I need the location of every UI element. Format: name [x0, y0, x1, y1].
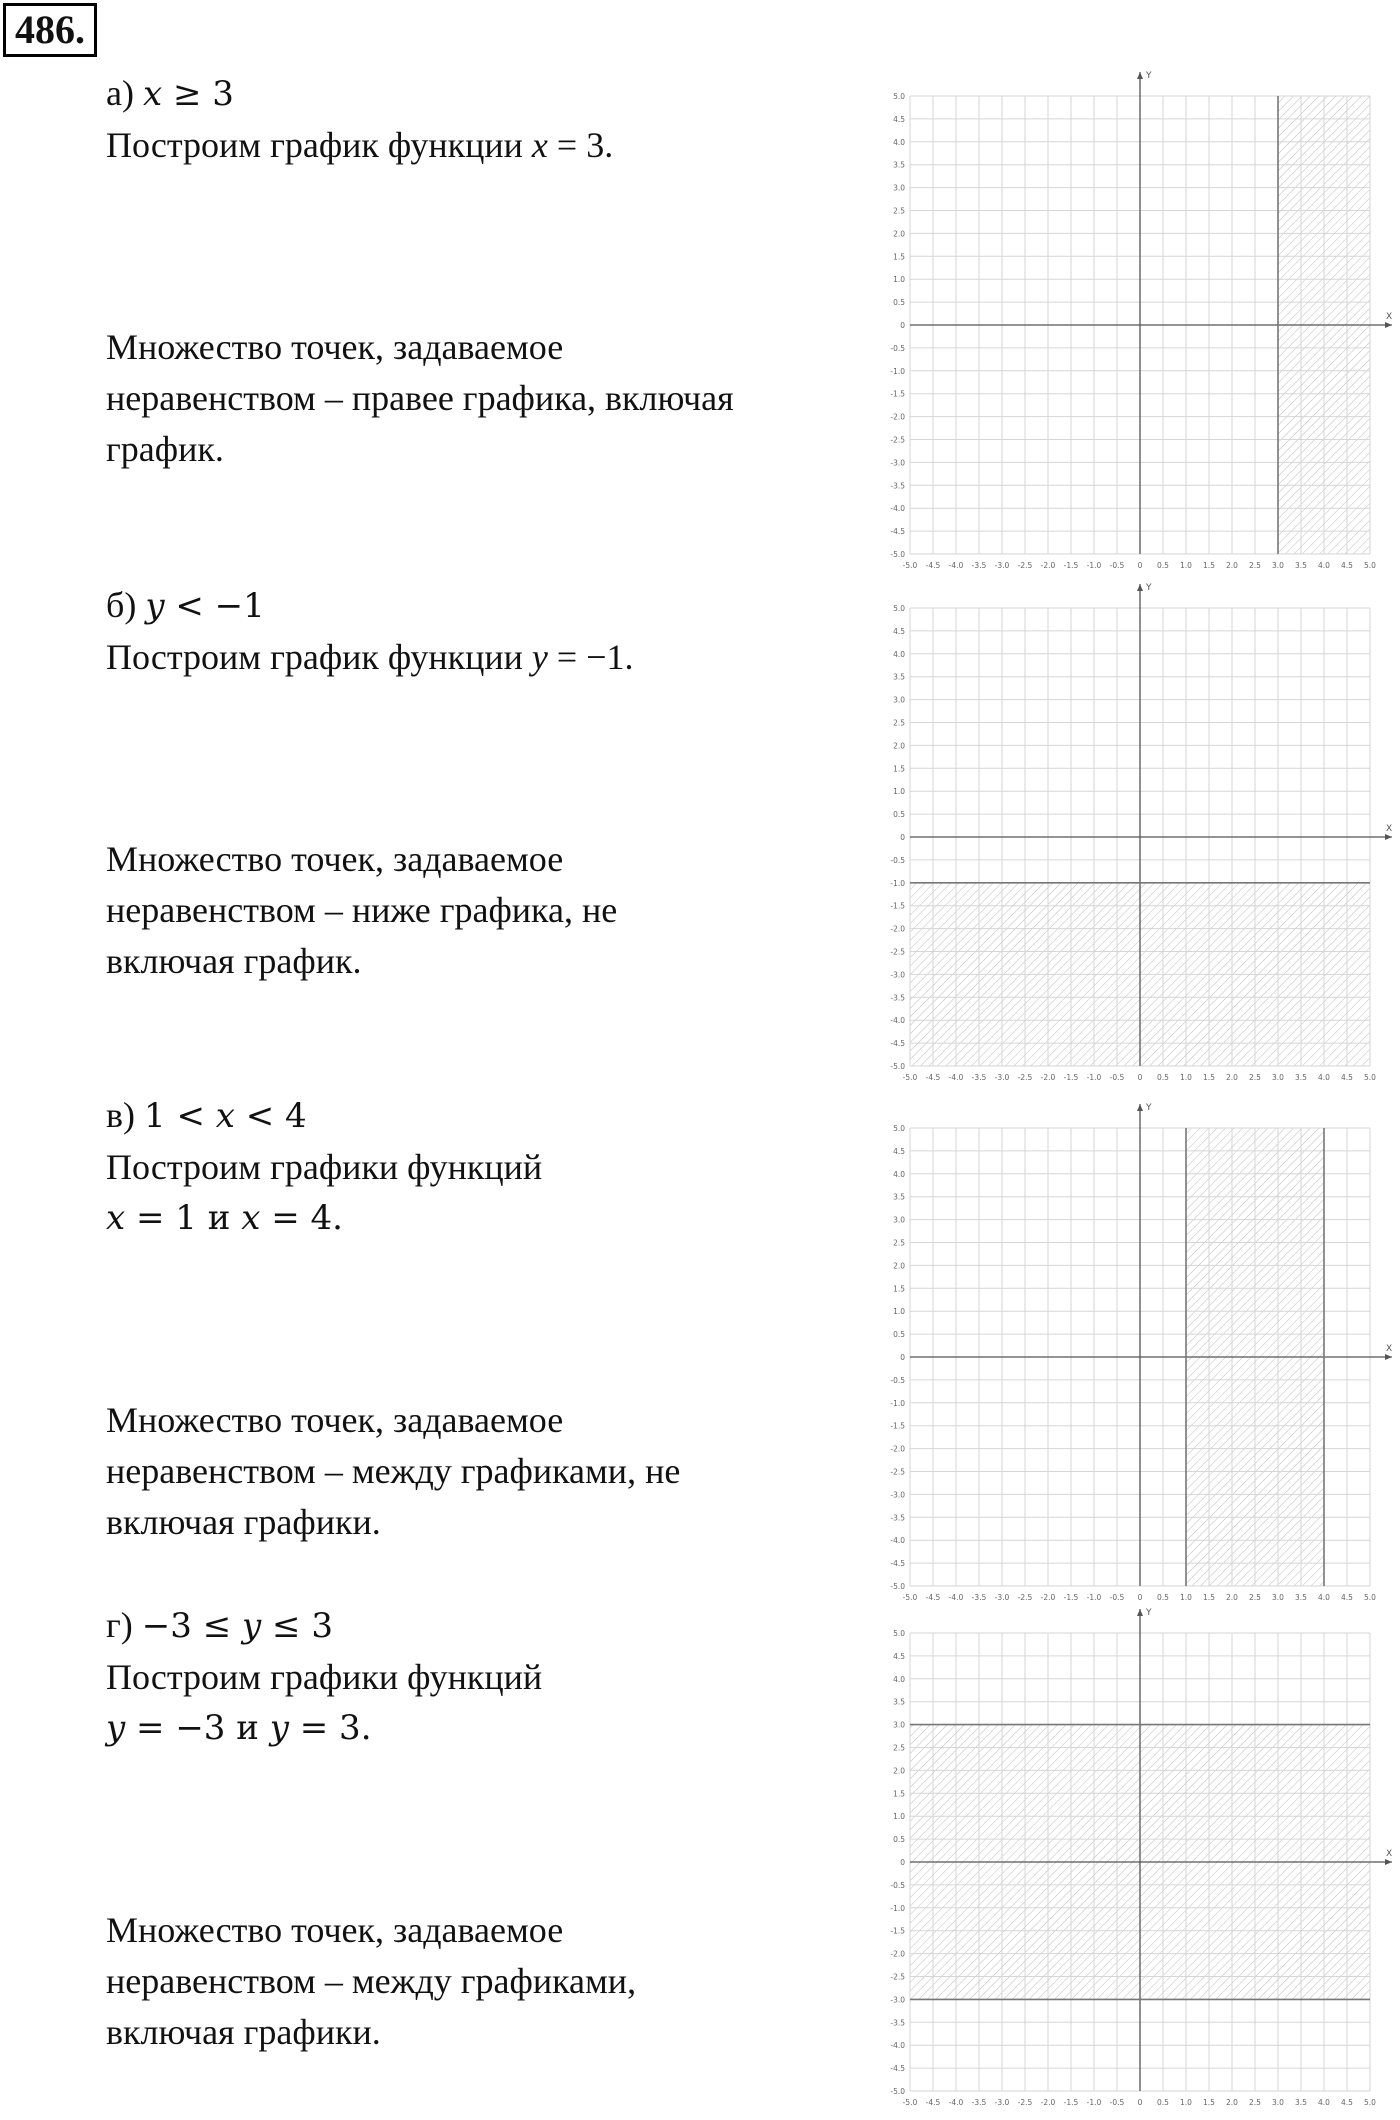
x-tick-label: -2.0 — [1040, 1073, 1056, 1082]
y-tick-label: -4.5 — [890, 1559, 905, 1569]
y-axis-label: Y — [1146, 71, 1152, 81]
problem-number: 486. — [3, 3, 97, 57]
y-tick-label: -3.5 — [890, 993, 905, 1003]
y-tick-label: -3.5 — [890, 481, 905, 491]
y-tick-label: -3.0 — [890, 1995, 905, 2005]
x-tick-label: 3.0 — [1272, 2098, 1284, 2107]
x-tick-label: 4.5 — [1341, 561, 1353, 570]
y-axis-label: Y — [1146, 1103, 1152, 1113]
y-tick-label: -4.5 — [890, 1039, 905, 1049]
x-tick-label: 2.0 — [1226, 1593, 1238, 1602]
x-tick-label: -0.5 — [1109, 2098, 1125, 2107]
x-tick-label: -2.0 — [1040, 1593, 1056, 1602]
y-tick-label: -1.5 — [890, 1926, 905, 1936]
x-tick-label: 0 — [1137, 561, 1143, 570]
y-tick-label: 0 — [900, 1858, 905, 1867]
x-tick-label: 3.5 — [1295, 1073, 1307, 1082]
x-tick-label: -3.5 — [971, 561, 987, 570]
y-tick-label: -0.5 — [890, 1880, 905, 1890]
chart-c — [880, 1100, 1400, 1610]
coordinate-plane — [880, 68, 1400, 578]
y-tick-label: 3.0 — [893, 1720, 905, 1730]
description-line: включая графики. — [106, 2012, 381, 2052]
part-label: г) — [106, 1605, 142, 1645]
coordinate-plane — [880, 580, 1400, 1090]
x-axis-label: X — [1386, 1849, 1393, 1859]
description-line: неравенством – правее графика, включая — [106, 378, 734, 418]
x-tick-label: 5.0 — [1364, 2098, 1376, 2107]
y-axis-arrow — [1137, 1609, 1143, 1616]
y-tick-label: 2.0 — [893, 1261, 905, 1271]
description-a — [106, 322, 866, 475]
y-tick-label: -1.0 — [890, 878, 905, 888]
description-line: Множество точек, задаваемое — [106, 839, 564, 879]
x-tick-label: -0.5 — [1109, 561, 1125, 570]
x-tick-label: 2.5 — [1249, 561, 1261, 570]
plot-line — [106, 120, 846, 171]
x-tick-label: 5.0 — [1364, 1073, 1376, 1082]
x-tick-label: 4.0 — [1318, 1073, 1330, 1082]
x-tick-label: -2.0 — [1040, 2098, 1056, 2107]
x-tick-label: -1.5 — [1063, 2098, 1079, 2107]
x-tick-label: -4.5 — [925, 1073, 941, 1082]
description-d — [106, 1905, 866, 2058]
math-variable: y — [145, 586, 165, 626]
y-tick-label: 2.0 — [893, 741, 905, 751]
x-tick-label: -1.0 — [1086, 1593, 1102, 1602]
x-tick-label: -0.5 — [1109, 1073, 1125, 1082]
part-label: а) — [106, 73, 143, 113]
formula-text: ≤ 3 — [261, 1606, 333, 1646]
formula-text: = −3 — [125, 1708, 226, 1748]
inequality-c — [106, 1090, 846, 1142]
x-axis-label: X — [1386, 312, 1393, 322]
x-axis-arrow — [1385, 322, 1392, 328]
x-tick-label: 0 — [1137, 2098, 1143, 2107]
inequality-b — [106, 580, 846, 632]
x-tick-label: -3.0 — [994, 1593, 1010, 1602]
x-axis-arrow — [1385, 1859, 1392, 1865]
plot-line — [106, 1193, 846, 1244]
x-tick-label: 1.0 — [1180, 2098, 1192, 2107]
math-variable: y — [242, 1606, 262, 1646]
plot-line — [106, 1703, 846, 1754]
description-line: включая график. — [106, 941, 362, 981]
y-tick-label: -4.0 — [890, 1016, 905, 1026]
formula-text: = 4 — [260, 1198, 333, 1238]
y-tick-label: -3.0 — [890, 458, 905, 468]
y-tick-label: 4.5 — [893, 1146, 905, 1156]
x-tick-label: 3.0 — [1272, 1073, 1284, 1082]
x-tick-label: -2.5 — [1017, 1073, 1033, 1082]
y-axis-arrow — [1137, 584, 1143, 591]
x-tick-label: 2.0 — [1226, 561, 1238, 570]
plot-line — [106, 632, 846, 683]
x-tick-label: 3.5 — [1295, 1593, 1307, 1602]
x-tick-label: -1.5 — [1063, 561, 1079, 570]
y-tick-label: 1.0 — [893, 787, 905, 797]
description-line: Множество точек, задаваемое — [106, 327, 564, 367]
y-axis-arrow — [1137, 1104, 1143, 1111]
y-tick-label: -1.5 — [890, 389, 905, 399]
y-tick-label: 0 — [900, 833, 905, 842]
description-line: неравенством – ниже графика, не — [106, 890, 618, 930]
x-axis-arrow — [1385, 1354, 1392, 1360]
x-tick-label: -2.5 — [1017, 561, 1033, 570]
x-tick-label: 2.0 — [1226, 2098, 1238, 2107]
y-tick-label: -3.0 — [890, 970, 905, 980]
description-line: неравенством – между графиками, — [106, 1961, 637, 2001]
y-tick-label: 1.0 — [893, 275, 905, 285]
x-tick-label: -3.0 — [994, 1073, 1010, 1082]
formula-text: = 3 — [547, 125, 605, 165]
y-tick-label: -2.0 — [890, 924, 905, 934]
y-tick-label: 2.5 — [893, 1238, 905, 1248]
y-tick-label: -0.5 — [890, 855, 905, 865]
x-tick-label: 1.0 — [1180, 561, 1192, 570]
description-b — [106, 834, 866, 987]
y-tick-label: 0 — [900, 321, 905, 330]
x-tick-label: 3.5 — [1295, 2098, 1307, 2107]
plot-line — [106, 1652, 846, 1703]
x-tick-label: 1.5 — [1203, 1073, 1215, 1082]
x-tick-label: 0.5 — [1157, 561, 1169, 570]
x-tick-label: -2.5 — [1017, 2098, 1033, 2107]
y-tick-label: -5.0 — [890, 1062, 905, 1071]
y-tick-label: -4.0 — [890, 2041, 905, 2051]
x-tick-label: 2.5 — [1249, 1593, 1261, 1602]
y-tick-label: -3.0 — [890, 1490, 905, 1500]
y-tick-label: 5.0 — [893, 604, 905, 613]
x-tick-label: -4.5 — [925, 1593, 941, 1602]
y-tick-label: 3.5 — [893, 1697, 905, 1707]
x-tick-label: 4.0 — [1318, 1593, 1330, 1602]
math-variable: y — [269, 1708, 289, 1748]
x-tick-label: -4.0 — [948, 561, 964, 570]
x-tick-label: 1.5 — [1203, 2098, 1215, 2107]
y-tick-label: -0.5 — [890, 343, 905, 353]
math-variable: y — [106, 1708, 126, 1748]
x-tick-label: -1.0 — [1086, 561, 1102, 570]
y-axis-label: Y — [1146, 1608, 1152, 1618]
y-tick-label: -5.0 — [890, 1582, 905, 1591]
x-tick-label: 5.0 — [1364, 1593, 1376, 1602]
chart-a — [880, 68, 1400, 578]
x-tick-label: -3.5 — [971, 2098, 987, 2107]
x-tick-label: 1.5 — [1203, 1593, 1215, 1602]
x-tick-label: 4.5 — [1341, 2098, 1353, 2107]
y-tick-label: -4.0 — [890, 504, 905, 514]
chart-d — [880, 1605, 1400, 2115]
coordinate-plane — [880, 1100, 1400, 1610]
part-b — [106, 580, 846, 683]
y-tick-label: -1.5 — [890, 1421, 905, 1431]
formula-text: . — [332, 1198, 343, 1238]
y-tick-label: 3.0 — [893, 695, 905, 705]
y-tick-label: 0.5 — [893, 1835, 905, 1845]
x-tick-label: 0.5 — [1157, 1593, 1169, 1602]
x-tick-label: 4.0 — [1318, 2098, 1330, 2107]
formula-text: и — [196, 1198, 242, 1238]
description-line: включая графики. — [106, 1502, 381, 1542]
x-tick-label: -0.5 — [1109, 1593, 1125, 1602]
y-tick-label: -0.5 — [890, 1375, 905, 1385]
x-tick-label: -5.0 — [902, 2098, 918, 2107]
y-tick-label: -5.0 — [890, 550, 905, 559]
math-variable: y — [531, 637, 548, 677]
formula-text: < −1 — [164, 586, 265, 626]
formula-text: = 3 — [288, 1708, 361, 1748]
x-tick-label: -3.0 — [994, 2098, 1010, 2107]
y-tick-label: -2.0 — [890, 1949, 905, 1959]
x-tick-label: -3.0 — [994, 561, 1010, 570]
y-tick-label: 3.0 — [893, 1215, 905, 1225]
part-d — [106, 1600, 846, 1754]
x-tick-label: -4.0 — [948, 1073, 964, 1082]
x-tick-label: -4.5 — [925, 2098, 941, 2107]
y-tick-label: 5.0 — [893, 1124, 905, 1133]
x-tick-label: 2.5 — [1249, 2098, 1261, 2107]
y-tick-label: 1.5 — [893, 764, 905, 774]
math-variable: x — [241, 1198, 261, 1238]
formula-text: . — [360, 1708, 372, 1748]
y-tick-label: 3.5 — [893, 672, 905, 682]
x-tick-label: -1.5 — [1063, 1073, 1079, 1082]
y-tick-label: -2.0 — [890, 1444, 905, 1454]
description-line: Множество точек, задаваемое — [106, 1400, 564, 1440]
y-tick-label: 0.5 — [893, 1330, 905, 1340]
y-axis-arrow — [1137, 72, 1143, 79]
y-tick-label: -2.5 — [890, 947, 905, 957]
formula-text: < 4 — [234, 1096, 307, 1136]
formula-text: Построим график функции — [106, 125, 532, 165]
y-tick-label: -1.5 — [890, 901, 905, 911]
y-tick-label: 2.5 — [893, 206, 905, 216]
x-tick-label: 1.5 — [1203, 561, 1215, 570]
y-tick-label: -1.0 — [890, 366, 905, 376]
y-tick-label: 4.0 — [893, 137, 905, 147]
formula-text: и — [225, 1708, 270, 1748]
y-tick-label: 4.0 — [893, 1674, 905, 1684]
y-tick-label: -3.5 — [890, 1513, 905, 1523]
y-tick-label: -1.0 — [890, 1398, 905, 1408]
y-tick-label: 1.5 — [893, 252, 905, 262]
y-tick-label: 1.5 — [893, 1284, 905, 1294]
plot-text-c — [106, 1142, 846, 1244]
y-tick-label: 0.5 — [893, 298, 905, 308]
x-tick-label: 3.0 — [1272, 1593, 1284, 1602]
formula-text: Построим графики функций — [106, 1147, 543, 1187]
x-tick-label: -5.0 — [902, 1073, 918, 1082]
x-tick-label: 4.0 — [1318, 561, 1330, 570]
formula-text: . — [624, 637, 634, 677]
formula-text: . — [604, 125, 614, 165]
x-tick-label: -2.5 — [1017, 1593, 1033, 1602]
x-tick-label: 1.0 — [1180, 1593, 1192, 1602]
x-tick-label: 5.0 — [1364, 561, 1376, 570]
y-tick-label: 4.5 — [893, 1651, 905, 1661]
y-tick-label: -2.5 — [890, 1972, 905, 1982]
x-tick-label: -4.0 — [948, 2098, 964, 2107]
y-tick-label: -3.5 — [890, 2018, 905, 2028]
description-line: неравенством – между графиками, не — [106, 1451, 681, 1491]
formula-text: = 1 — [125, 1198, 197, 1238]
description-line: Множество точек, задаваемое — [106, 1910, 564, 1950]
y-tick-label: 5.0 — [893, 1629, 905, 1638]
y-tick-label: 1.0 — [893, 1812, 905, 1822]
formula-text: −3 ≤ — [141, 1606, 242, 1646]
y-tick-label: 0.5 — [893, 810, 905, 820]
x-axis-label: X — [1386, 824, 1393, 834]
plot-text-d — [106, 1652, 846, 1754]
y-tick-label: -2.0 — [890, 412, 905, 422]
formula-text: 1 < — [144, 1096, 216, 1136]
x-tick-label: -2.0 — [1040, 561, 1056, 570]
y-tick-label: 4.0 — [893, 1169, 905, 1179]
part-label: в) — [106, 1095, 144, 1135]
part-a — [106, 68, 846, 171]
x-tick-label: 2.5 — [1249, 1073, 1261, 1082]
x-tick-label: 4.5 — [1341, 1073, 1353, 1082]
math-variable: x — [142, 74, 163, 114]
plot-text-a — [106, 120, 846, 171]
x-tick-label: -4.5 — [925, 561, 941, 570]
x-tick-label: -5.0 — [902, 1593, 918, 1602]
x-tick-label: 0 — [1137, 1073, 1143, 1082]
x-tick-label: 0.5 — [1157, 2098, 1169, 2107]
y-tick-label: 4.5 — [893, 626, 905, 636]
description-line: график. — [106, 429, 224, 469]
x-tick-label: -1.5 — [1063, 1593, 1079, 1602]
y-tick-label: 3.5 — [893, 1192, 905, 1202]
x-axis-arrow — [1385, 834, 1392, 840]
x-tick-label: 3.0 — [1272, 561, 1284, 570]
math-variable: x — [215, 1096, 235, 1136]
x-tick-label: -4.0 — [948, 1593, 964, 1602]
x-tick-label: -3.5 — [971, 1073, 987, 1082]
math-variable: x — [106, 1198, 126, 1238]
x-tick-label: -5.0 — [902, 561, 918, 570]
y-tick-label: 1.0 — [893, 1307, 905, 1317]
formula-text: ≥ 3 — [162, 74, 234, 114]
y-tick-label: 2.5 — [893, 718, 905, 728]
y-tick-label: 2.0 — [893, 1766, 905, 1776]
y-tick-label: -4.5 — [890, 2064, 905, 2074]
part-label: б) — [106, 585, 146, 625]
inequality-d — [106, 1600, 846, 1652]
y-tick-label: -4.5 — [890, 527, 905, 537]
x-tick-label: 1.0 — [1180, 1073, 1192, 1082]
x-tick-label: -1.0 — [1086, 1073, 1102, 1082]
x-tick-label: -3.5 — [971, 1593, 987, 1602]
y-tick-label: 2.5 — [893, 1743, 905, 1753]
coordinate-plane — [880, 1605, 1400, 2115]
y-tick-label: 4.5 — [893, 114, 905, 124]
y-tick-label: 4.0 — [893, 649, 905, 659]
x-tick-label: 2.0 — [1226, 1073, 1238, 1082]
y-axis-label: Y — [1146, 583, 1152, 593]
formula-text: Построим графики функций — [106, 1657, 543, 1697]
x-tick-label: 0 — [1137, 1593, 1143, 1602]
y-tick-label: 3.0 — [893, 183, 905, 193]
formula-text: = −1 — [547, 637, 625, 677]
x-tick-label: 0.5 — [1157, 1073, 1169, 1082]
plot-line — [106, 1142, 846, 1193]
y-tick-label: -1.0 — [890, 1903, 905, 1913]
plot-text-b — [106, 632, 846, 683]
chart-b — [880, 580, 1400, 1090]
y-tick-label: -5.0 — [890, 2087, 905, 2096]
x-tick-label: 3.5 — [1295, 561, 1307, 570]
y-tick-label: 5.0 — [893, 92, 905, 101]
part-c — [106, 1090, 846, 1244]
x-tick-label: 4.5 — [1341, 1593, 1353, 1602]
x-axis-label: X — [1386, 1344, 1393, 1354]
y-tick-label: 2.0 — [893, 229, 905, 239]
math-variable: x — [531, 125, 548, 165]
y-tick-label: -4.0 — [890, 1536, 905, 1546]
y-tick-label: 3.5 — [893, 160, 905, 170]
y-tick-label: -2.5 — [890, 435, 905, 445]
y-tick-label: -2.5 — [890, 1467, 905, 1477]
formula-text: Построим график функции — [106, 637, 532, 677]
y-tick-label: 0 — [900, 1353, 905, 1362]
x-tick-label: -1.0 — [1086, 2098, 1102, 2107]
y-tick-label: 1.5 — [893, 1789, 905, 1799]
inequality-a — [106, 68, 846, 120]
description-c — [106, 1395, 866, 1548]
